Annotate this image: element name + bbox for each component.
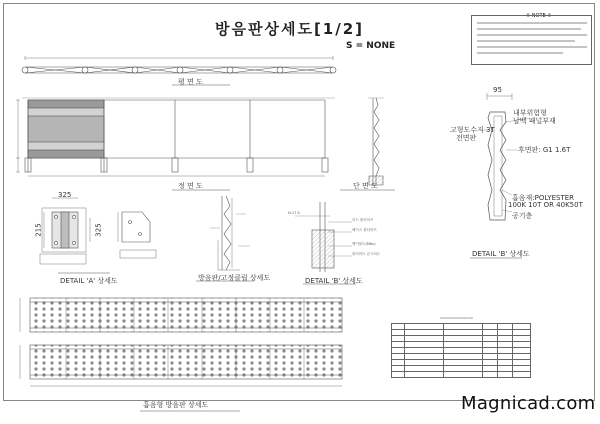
label-air: 공기층 <box>512 212 533 220</box>
brand-watermark: Magnicad.com <box>461 393 596 414</box>
svg-text:볼티어트 콘크리트: 볼티어트 콘크리트 <box>352 252 381 256</box>
caption-detail-b-right: DETAIL 'B' 상세도 <box>472 250 530 258</box>
svg-text:H-17.5: H-17.5 <box>288 211 300 215</box>
parts-table-caption: ▭▭▭▭▭▭▭▭▭▭ <box>440 316 474 320</box>
plate-detail <box>118 212 156 258</box>
label-inner-frame: 내부위험형 <box>513 109 547 117</box>
sheet-scale: S = NONE <box>346 41 396 51</box>
parts-table <box>391 323 531 378</box>
front-view <box>16 98 335 176</box>
dim-215: 215 <box>34 223 43 237</box>
label-absorber-2: 100K 10T OR 40K50T <box>508 201 583 209</box>
caption-detail-a: DETAIL 'A' 상세도 <box>60 277 118 285</box>
svg-text:베이스 볼티어프: 베이스 볼티어프 <box>352 228 377 232</box>
svg-text:앵커볼트(M6x): 앵커볼트(M6x) <box>352 242 376 246</box>
absorb-panel-view <box>20 298 342 386</box>
dim-95: 95 <box>493 86 502 94</box>
label-back-plate: 후면판: G1 1.6T <box>518 146 571 154</box>
plan-view <box>22 56 336 73</box>
caption-plan: 평 면 도 <box>178 78 203 86</box>
caption-detail-b-left: DETAIL 'B' 상세도 <box>305 277 363 285</box>
note-heading: ※ NOTE ※ <box>526 13 552 19</box>
caption-panel-clip: 방음판/고정클립 상세도 <box>198 274 271 282</box>
dim-325-top: 325 <box>58 191 72 199</box>
caption-section: 단 면 도 <box>353 182 378 190</box>
svg-text:리드 볼티어프: 리드 볼티어프 <box>352 218 374 222</box>
panel-clip-view <box>210 196 250 270</box>
label-resin-2: 전면판 <box>456 134 477 142</box>
detail-a-view <box>40 198 90 264</box>
label-absorber: 흡음재:POLYESTER <box>512 194 575 202</box>
detail-b-left-view <box>295 202 352 272</box>
section-view <box>368 98 384 185</box>
label-resin: 고형도수지 3T <box>450 126 495 134</box>
caption-absorb-panel: 흡음형 방음판 상세도 <box>143 401 209 409</box>
dim-325-side: 325 <box>94 223 103 237</box>
label-inner-frame-2: 날백 패널부재 <box>513 117 556 125</box>
caption-front: 정 면 도 <box>178 182 203 190</box>
sheet-title: 방음판상세도[1/2] <box>215 20 365 38</box>
